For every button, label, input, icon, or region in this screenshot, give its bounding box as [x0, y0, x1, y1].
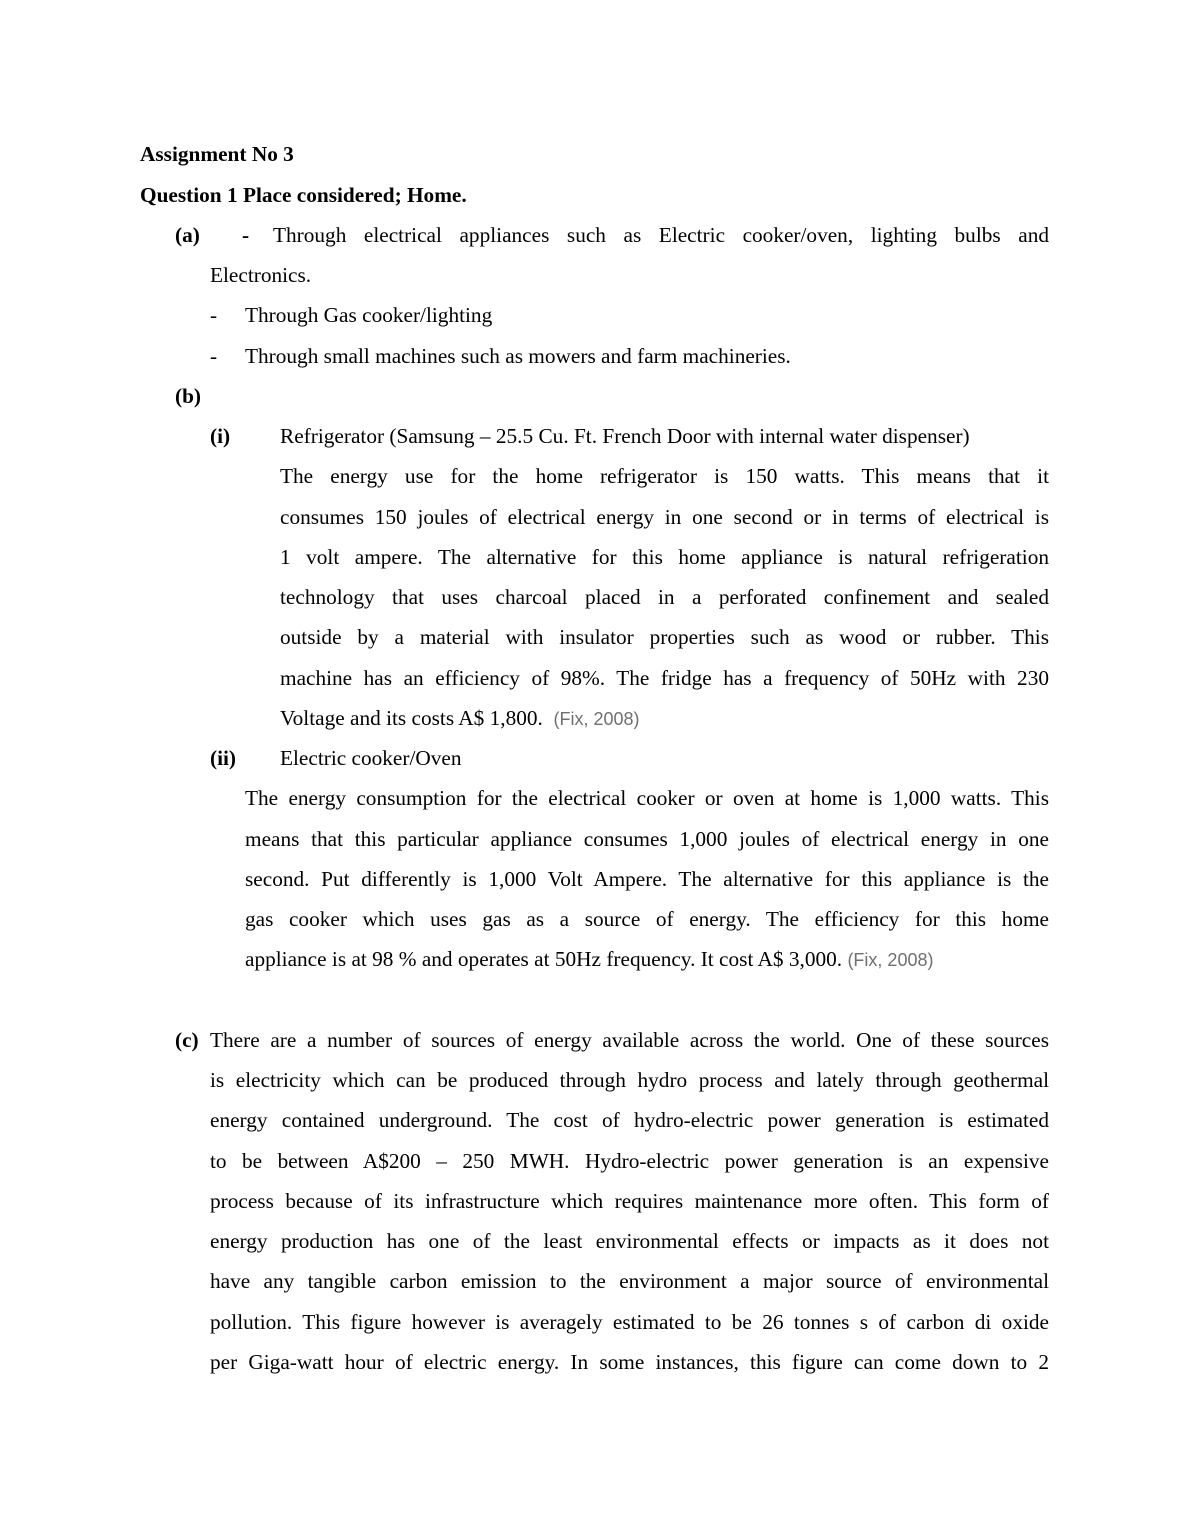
part-b-ii-last-line — [245, 946, 933, 973]
part-a-dash-1: - — [242, 223, 250, 247]
part-b-i-line-6: machine has an efficiency of 98%. The fridge has a frequency of 50Hz with 230 — [280, 666, 1049, 690]
part-b-ii-line-4: gas cooker which uses gas as a source of energy. The efficiency for this home — [245, 907, 1049, 931]
part-a-label: (a) — [175, 223, 200, 247]
part-b-i-label: (i) — [210, 424, 231, 448]
part-b-i-last-line-text: Voltage and its costs A$ 1,800. — [280, 706, 543, 730]
part-c-line-1: There are a number of sources of energy available across the world. One of these sources — [210, 1028, 1049, 1052]
part-b-i-heading: Refrigerator (Samsung – 25.5 Cu. Ft. French Door with internal water dispenser) — [280, 424, 970, 448]
part-b-i-line-4: technology that uses charcoal placed in a perforated confinement and sealed — [280, 585, 1049, 609]
part-c-line-2: is electricity which can be produced through hydro process and lately through geothermal — [210, 1068, 1049, 1092]
part-b-ii-citation: (Fix, 2008) — [847, 950, 934, 970]
part-b-i-line-3: 1 volt ampere. The alternative for this home appliance is natural refrigeration — [280, 545, 1049, 569]
question-heading: Question 1 Place considered; Home. — [140, 183, 467, 207]
part-b-i-line-5: outside by a material with insulator properties such as wood or rubber. This — [280, 625, 1049, 649]
part-b-i-line-1: The energy use for the home refrigerator is 150 watts. This means that it — [280, 464, 1049, 488]
part-c-line-4: to be between A$200 – 250 MWH. Hydro-electric power generation is an expensive — [210, 1149, 1049, 1173]
part-b-ii-last-line-text: appliance is at 98 % and operates at 50Hz frequency. It cost A$ 3,000. — [245, 947, 843, 971]
part-b-ii-line-1: The energy consumption for the electrical cooker or oven at home is 1,000 watts. This — [245, 786, 1049, 810]
part-b-i-line-2: consumes 150 joules of electrical energy in one second or in terms of electrical is — [280, 505, 1049, 529]
part-b-i-citation: (Fix, 2008) — [553, 709, 640, 729]
part-b-i-last-line — [280, 705, 640, 732]
part-a-item-1-line-2: Electronics. — [210, 263, 312, 287]
part-c-line-8: pollution. This figure however is averagely estimated to be 26 tonnes s of carbon di oxide — [210, 1310, 1049, 1334]
part-a-item-2: Through Gas cooker/lighting — [245, 303, 493, 327]
part-b-ii-label: (ii) — [210, 746, 237, 770]
part-c-label: (c) — [175, 1028, 199, 1052]
part-a-dash-2: - — [210, 303, 218, 327]
part-b-ii-line-2: means that this particular appliance consumes 1,000 joules of electrical energy in one — [245, 827, 1049, 851]
part-a-dash-3: - — [210, 344, 218, 368]
part-c-line-9: per Giga-watt hour of electric energy. In some instances, this figure can come down to 2 — [210, 1350, 1049, 1374]
part-c-line-5: process because of its infrastructure which requires maintenance more often. This form of — [210, 1189, 1049, 1213]
part-c-line-3: energy contained underground. The cost of hydro-electric power generation is estimated — [210, 1108, 1049, 1132]
part-a-item-3: Through small machines such as mowers and farm machineries. — [245, 344, 791, 368]
part-b-label: (b) — [175, 384, 202, 408]
part-c-line-6: energy production has one of the least environmental effects or impacts as it does not — [210, 1229, 1049, 1253]
assignment-title: Assignment No 3 — [140, 142, 294, 166]
part-b-ii-heading: Electric cooker/Oven — [280, 746, 462, 770]
part-c-line-7: have any tangible carbon emission to the environment a major source of environmental — [210, 1269, 1049, 1293]
part-b-ii-line-3: second. Put differently is 1,000 Volt Ampere. The alternative for this appliance is the — [245, 867, 1049, 891]
part-a-item-1-line-1: Through electrical appliances such as Electric cooker/oven, lighting bulbs and — [273, 223, 1049, 247]
